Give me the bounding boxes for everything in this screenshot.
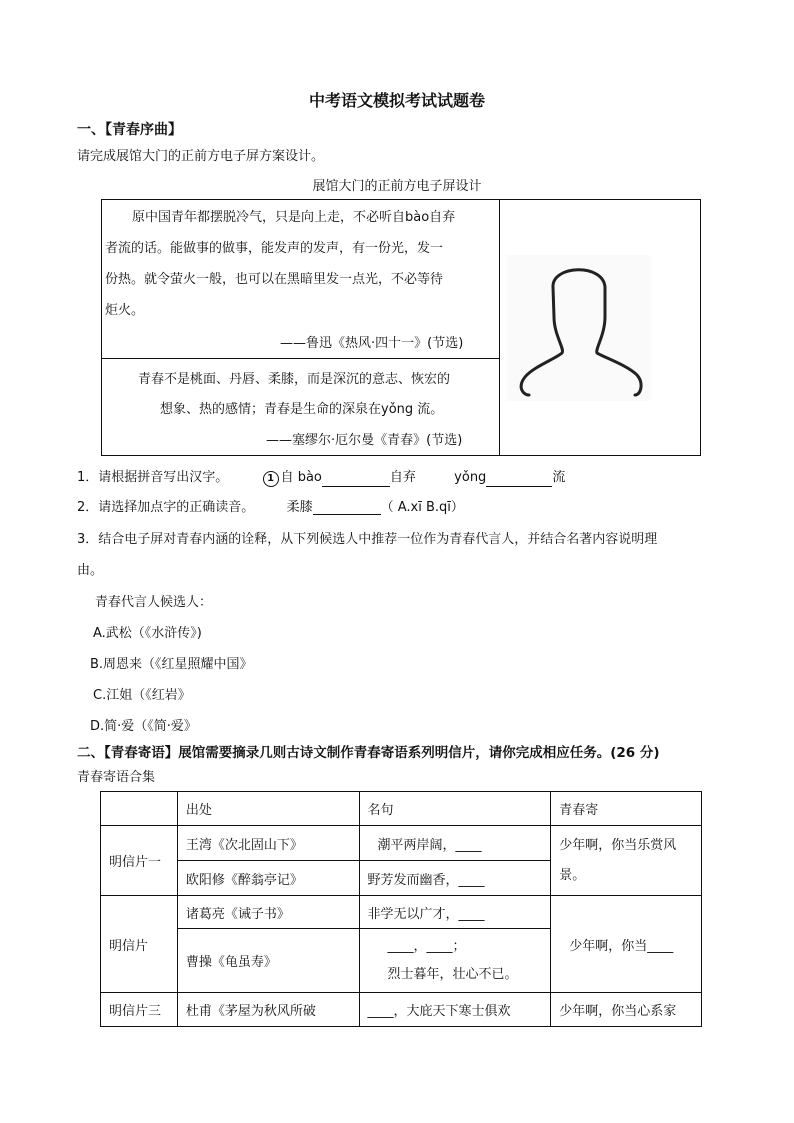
section1-heading: 一、【青春序曲】 <box>77 122 182 138</box>
table-cell-source: 欧阳修《醉翁亭记》 <box>177 861 359 896</box>
candidate-item: C.江姐（《红岩》 <box>93 688 191 703</box>
candidate-item: B.周恩来（《红星照耀中国》 <box>90 657 253 672</box>
question-1-after-a: 自弃 <box>389 470 416 485</box>
question-3-line2: 由。 <box>77 563 104 578</box>
question-2-options: （ A.xī B.qī） <box>380 500 464 515</box>
candidates-title: 青春代言人候选人： <box>95 595 213 610</box>
candidate-item: A.武松（《水浒传》) <box>93 626 202 641</box>
card-label: 明信片一 <box>101 826 178 896</box>
table-cell-message: 少年啊，你当乐赏风景。 <box>551 826 702 896</box>
section2-subtitle: 青春寄语合集 <box>77 770 156 785</box>
quote1-line: 份热。就令萤火一般，也可以在黑暗里发一点光，不必等待 <box>105 272 444 287</box>
table-cell-line: 潮平两岸阔，____ <box>359 826 551 861</box>
person-silhouette-icon <box>507 255 651 401</box>
quote1-source: ——鲁迅《热风·四十一》(节选) <box>280 336 464 351</box>
table-cell-line <box>359 929 551 993</box>
header-message: 青春寄 <box>551 792 702 826</box>
page-title: 中考语文模拟考试试题卷 <box>308 91 485 110</box>
quote1-line: 炬火。 <box>105 303 145 318</box>
question-3-line1: 3．结合电子屏对青春内涵的诠释，从下列候选人中推荐一位作为青春代言人，并结合名著内容说明理 <box>77 532 658 547</box>
quote2-source: ——塞缪尔·厄尔曼《青春》(节选) <box>266 433 463 448</box>
section2-heading: 二、【青春寄语】展馆需要摘录几则古诗文制作青春寄语系列明信片，请你完成相应任务。(26 分) <box>77 745 660 761</box>
card-label: 明信片 <box>101 896 178 993</box>
quote1-line: 原中国青年都摆脱冷气，只是向上走，不必听自bào自弃 <box>132 210 456 225</box>
table-cell-message: 少年啊，你当心系家 <box>551 993 702 1027</box>
candidate-item: D.简·爱（《简·爱》 <box>90 719 197 734</box>
question-1 <box>77 466 565 487</box>
section1-intro: 请完成展馆大门的正前方电子屏方案设计。 <box>77 149 325 164</box>
table-cell-line: 非学无以广才，____ <box>359 896 551 929</box>
header-line: 名句 <box>359 792 551 826</box>
circle-number-icon: 1 <box>263 471 279 487</box>
question-1-after-b: 流 <box>552 470 566 485</box>
quote2-line: 想象、热的感情；青春是生命的深泉在yǒng 流。 <box>160 402 444 417</box>
question-1-pinyin-a: 自 bào <box>280 470 322 485</box>
answer-blank[interactable] <box>313 514 381 515</box>
table-cell-line-b: 烈士暮年，壮心不已。 <box>387 966 518 982</box>
question-2-word: 柔膝 <box>286 500 313 515</box>
table-cell-line-a: ____，____； <box>387 938 466 954</box>
table-cell-source: 杜甫《茅屋为秋风所破 <box>177 993 359 1027</box>
table-cell-source: 诸葛亮《诫子书》 <box>177 896 359 929</box>
quote2-line: 青春不是桃面、丹唇、柔膝，而是深沉的意志、恢宏的 <box>138 372 451 387</box>
question-2-text: 2．请选择加点字的正确读音。 <box>77 500 255 515</box>
screen-caption: 展馆大门的正前方电子屏设计 <box>312 179 482 194</box>
quotes-table <box>100 791 702 1027</box>
table-cell-source: 曹操《龟虽寿》 <box>177 929 359 993</box>
table-cell-message: 少年啊，你当____ <box>551 896 702 993</box>
table-cell-line: 野芳发而幽香，____ <box>359 861 551 896</box>
quote1-line: 者流的话。能做事的做事，能发声的发声，有一份光，发一 <box>105 241 444 256</box>
header-source: 出处 <box>177 792 359 826</box>
table-cell-line: ____，大庇天下寒士俱欢 <box>359 993 551 1027</box>
question-2 <box>77 496 464 515</box>
answer-blank[interactable] <box>486 486 552 487</box>
question-1-text: 1．请根据拼音写出汉字。 <box>77 470 229 485</box>
answer-blank[interactable] <box>322 486 390 487</box>
question-1-pinyin-b: yǒng <box>454 470 487 485</box>
table-cell-source: 王湾《次北固山下》 <box>177 826 359 861</box>
card-label: 明信片三 <box>101 993 178 1027</box>
